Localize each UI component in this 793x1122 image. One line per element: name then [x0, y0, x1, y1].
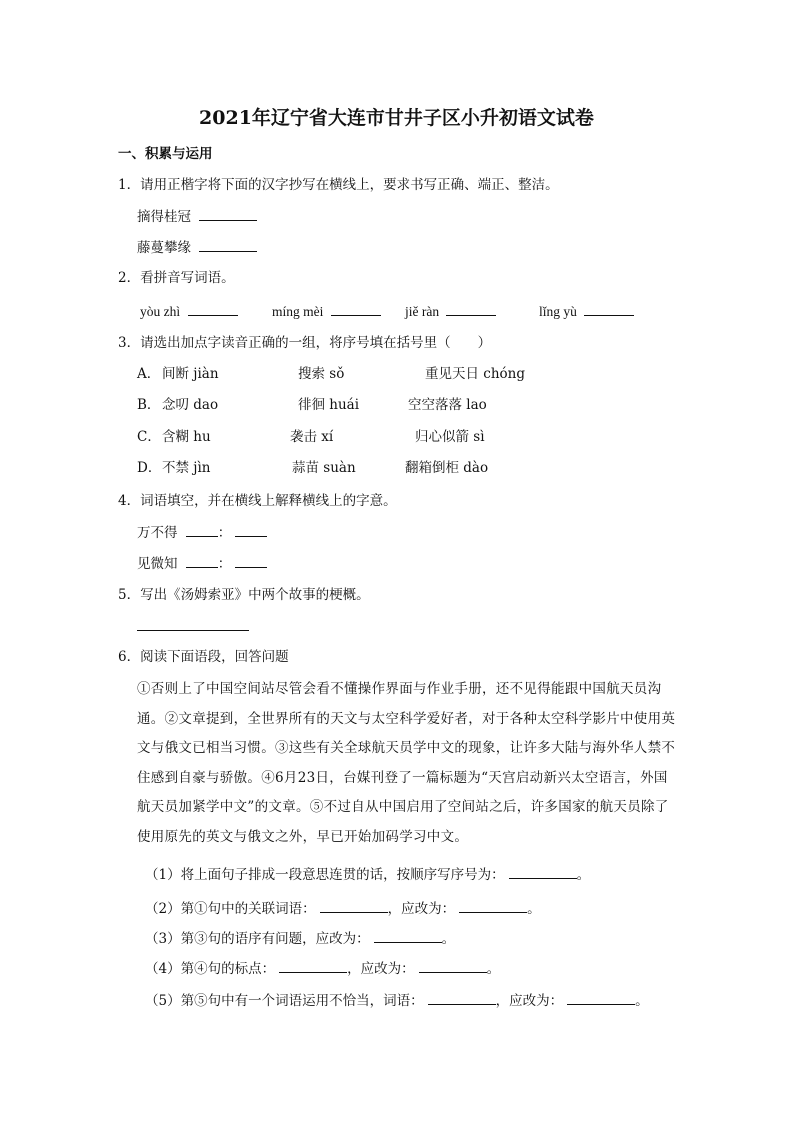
pinyin-text: yòu zhì	[140, 304, 181, 319]
q1-word: 藤蔓攀缘	[137, 240, 191, 256]
option-c-3: 归心似箭 sì	[415, 429, 485, 445]
pinyin-text: míng mèi	[272, 304, 324, 319]
sub-question-text: 。	[576, 867, 591, 883]
q4-item	[137, 522, 267, 543]
colon: ：	[217, 556, 232, 572]
sub-question-text: （2）第①句中的关联词语：	[145, 901, 316, 917]
q6-sub-1	[145, 864, 590, 885]
question-2-stem: 2．看拼音写词语。	[118, 270, 235, 286]
answer-blank[interactable]	[199, 206, 257, 221]
sub-question-text: （3）第③句的语序有问题，应改为：	[145, 931, 370, 947]
question-1-stem: 1．请用正楷字将下面的汉字抄写在横线上，要求书写正确、端正、整洁。	[118, 177, 559, 193]
answer-blank[interactable]	[584, 301, 634, 316]
answer-blank[interactable]	[199, 237, 257, 252]
answer-blank[interactable]	[186, 522, 218, 537]
answer-blank[interactable]	[279, 958, 347, 973]
pinyin-item	[405, 301, 496, 322]
answer-blank[interactable]	[419, 958, 487, 973]
sub-question-text: （1）将上面句子排成一段意思连贯的话，按顺序写序号为：	[145, 867, 505, 883]
reading-passage: ①否则上了中国空间站尽管会看不懂操作界面与作业手册，还不见得能跟中国航天员沟通。②文章提到，全世界所有的天文与太空科学爱好者，对于各种太空科学影片中使用英文与俄文已相当习惯。③这些有关全球航天员学中文的现象，让许多大陆与海外华人禁不住感到自豪与骄傲。④6月23日，台媒刊登了一篇标题为“天宫启动新兴太空语言，外国航天员加紧学中文”的文章。⑤不过自从中国启用了空间站之后，许多国家的航天员除了使用原先的英文与俄文之外，早已开始加码学习中文。	[137, 681, 676, 845]
q4-phrase: 万不得	[137, 525, 178, 541]
option-a-1: 间断 jiàn	[162, 366, 219, 382]
pinyin-item	[140, 301, 238, 322]
answer-blank[interactable]	[446, 301, 496, 316]
answer-blank[interactable]	[374, 928, 442, 943]
option-b-label: B．	[137, 397, 161, 413]
sub-question-text: ，应改为：	[387, 901, 456, 917]
q1-item	[137, 237, 257, 258]
q1-item	[137, 206, 257, 227]
pinyin-item	[539, 301, 634, 322]
option-b-2: 徘徊 huái	[298, 397, 360, 413]
option-a-2: 搜索 sǒ	[298, 366, 345, 382]
answer-blank[interactable]	[137, 630, 249, 631]
colon: ：	[217, 525, 232, 541]
option-d-1: 不禁 jìn	[162, 460, 211, 476]
page-title: 2021年辽宁省大连市甘井子区小升初语文试卷	[199, 107, 594, 129]
answer-blank[interactable]	[320, 898, 388, 913]
option-d-3: 翻箱倒柜 dào	[405, 460, 489, 476]
option-c-label: C．	[137, 429, 161, 445]
section-heading: 一、积累与运用	[118, 146, 213, 162]
q4-phrase: 见微知	[137, 556, 178, 572]
sub-question-text: （4）第④句的标点：	[145, 961, 276, 977]
option-d-2: 蒜苗 suàn	[292, 460, 356, 476]
option-b-1: 念叨 dao	[162, 397, 219, 413]
sub-question-text: 。	[486, 961, 501, 977]
question-6-stem: 6．阅读下面语段，回答问题	[118, 649, 289, 665]
option-a-3: 重见天日 chóng	[425, 366, 526, 382]
answer-blank[interactable]	[509, 864, 577, 879]
answer-blank[interactable]	[186, 553, 218, 568]
sub-question-text: 。	[527, 901, 541, 917]
answer-blank[interactable]	[459, 898, 527, 913]
sub-question-text: ，应改为：	[347, 961, 415, 977]
sub-question-text: 。	[635, 993, 649, 1009]
answer-blank[interactable]	[567, 990, 635, 1005]
pinyin-item	[272, 301, 381, 322]
q6-sub-4	[145, 958, 500, 979]
option-b-3: 空空落落 lao	[408, 397, 487, 413]
pinyin-text: lǐng yù	[539, 304, 577, 319]
sub-question-text: 。	[441, 931, 456, 947]
pinyin-text: jiě ràn	[405, 304, 440, 319]
q6-sub-5	[145, 990, 649, 1011]
option-c-1: 含糊 hu	[162, 429, 211, 445]
answer-blank[interactable]	[235, 553, 267, 568]
sub-question-text: （5）第⑤句中有一个词语运用不恰当，词语：	[145, 993, 424, 1009]
answer-blank[interactable]	[331, 301, 381, 316]
option-c-2: 袭击 xí	[290, 429, 334, 445]
sub-question-text: ，应改为：	[495, 993, 564, 1009]
option-a-label: A．	[137, 366, 161, 382]
q4-item	[137, 553, 267, 574]
answer-blank[interactable]	[188, 301, 238, 316]
q6-sub-3	[145, 928, 455, 949]
answer-blank[interactable]	[235, 522, 267, 537]
question-5-stem: 5．写出《汤姆索亚》中两个故事的梗概。	[118, 587, 370, 603]
question-3-stem: 3．请选出加点字读音正确的一组，将序号填在括号里（ ）	[118, 335, 492, 351]
q6-sub-2	[145, 898, 541, 919]
q1-word: 摘得桂冠	[137, 209, 191, 225]
answer-blank[interactable]	[428, 990, 496, 1005]
question-4-stem: 4．词语填空，并在横线上解释横线上的字意。	[118, 493, 397, 509]
option-d-label: D．	[137, 460, 162, 476]
